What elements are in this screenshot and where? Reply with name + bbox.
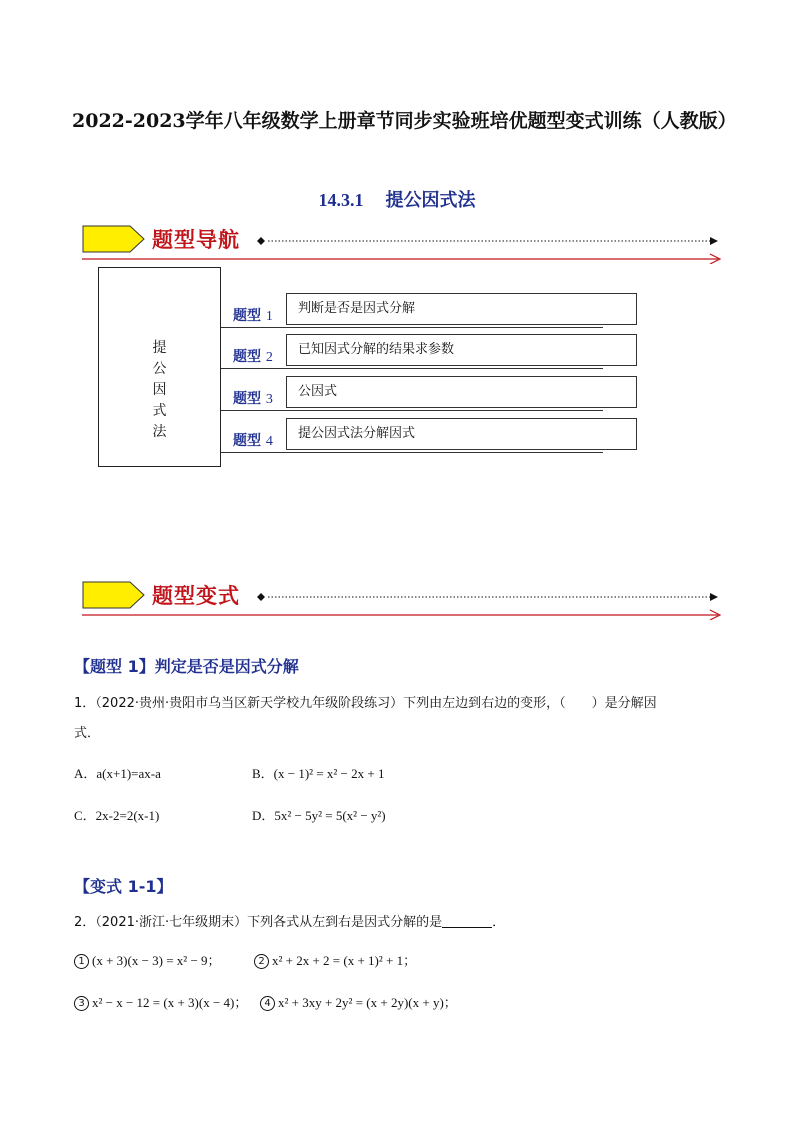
- circled-number-icon: 2: [254, 954, 269, 969]
- circled-number-icon: 3: [74, 996, 89, 1011]
- nav-underline: [221, 327, 603, 328]
- nav-item-label[interactable]: 已知因式分解的结果求参数: [286, 334, 637, 366]
- question-type-header: 【题型 1】判定是否是因式分解: [74, 657, 299, 676]
- option-d[interactable]: D．5x² − 5y² = 5(x² − y²): [252, 808, 386, 823]
- nav-item-label[interactable]: 提公因式法分解因式: [286, 418, 637, 450]
- nav-item-label[interactable]: 判断是否是因式分解: [286, 293, 637, 325]
- statement-3: 3 x² − x − 12 = (x + 3)(x − 4)；: [74, 992, 247, 1011]
- banner-question-variants: [82, 578, 722, 620]
- option-b[interactable]: B．(x − 1)² = x² − 2x + 1: [252, 766, 385, 781]
- nav-tag: 题型 2: [233, 349, 273, 365]
- banner-title: 题型变式: [152, 583, 240, 608]
- nav-tag: 题型 4: [233, 433, 273, 449]
- statement-1: 1 (x + 3)(x − 3) = x² − 9；: [74, 950, 221, 969]
- nav-item-label[interactable]: 公因式: [286, 376, 637, 408]
- section-title: [0, 186, 794, 212]
- section-name: 提公因式法: [385, 190, 476, 211]
- option-a[interactable]: A．a(x+1)=ax-a: [74, 766, 161, 781]
- nav-underline: [221, 368, 603, 369]
- question-1-stem: 1．（2022·贵州·贵阳市乌当区新天学校九年级阶段练习）下列由左边到右边的变形，（ ）是分解因 式．: [74, 696, 657, 741]
- topic-box: [98, 267, 221, 467]
- topic-box-label: 提 公 因 式 法: [152, 340, 167, 440]
- nav-tag: 题型 3: [233, 391, 273, 407]
- nav-underline: [221, 452, 603, 453]
- answer-blank[interactable]: [442, 915, 492, 928]
- circled-number-icon: 1: [74, 954, 89, 969]
- question-2-stem: 2．（2021·浙江·七年级期末）下列各式从左到右是因式分解的是 ．: [74, 915, 506, 930]
- statement-2: 2 x² + 2x + 2 = (x + 1)² + 1；: [254, 950, 416, 969]
- variant-header: 【变式 1-1】: [74, 877, 173, 896]
- section-number: 14.3.1: [318, 190, 364, 210]
- statement-4: 4 x² + 3xy + 2y² = (x + 2y)(x + y)；: [260, 992, 457, 1011]
- banner-question-nav: [82, 222, 722, 264]
- banner-title: 题型导航: [152, 227, 240, 252]
- document-title: 2022-2023学年八年级数学上册章节同步实验班培优题型变式训练（人教版）: [72, 110, 737, 132]
- nav-underline: [221, 410, 603, 411]
- option-c[interactable]: C．2x-2=2(x-1): [74, 808, 160, 823]
- circled-number-icon: 4: [260, 996, 275, 1011]
- nav-tag: 题型 1: [233, 308, 273, 324]
